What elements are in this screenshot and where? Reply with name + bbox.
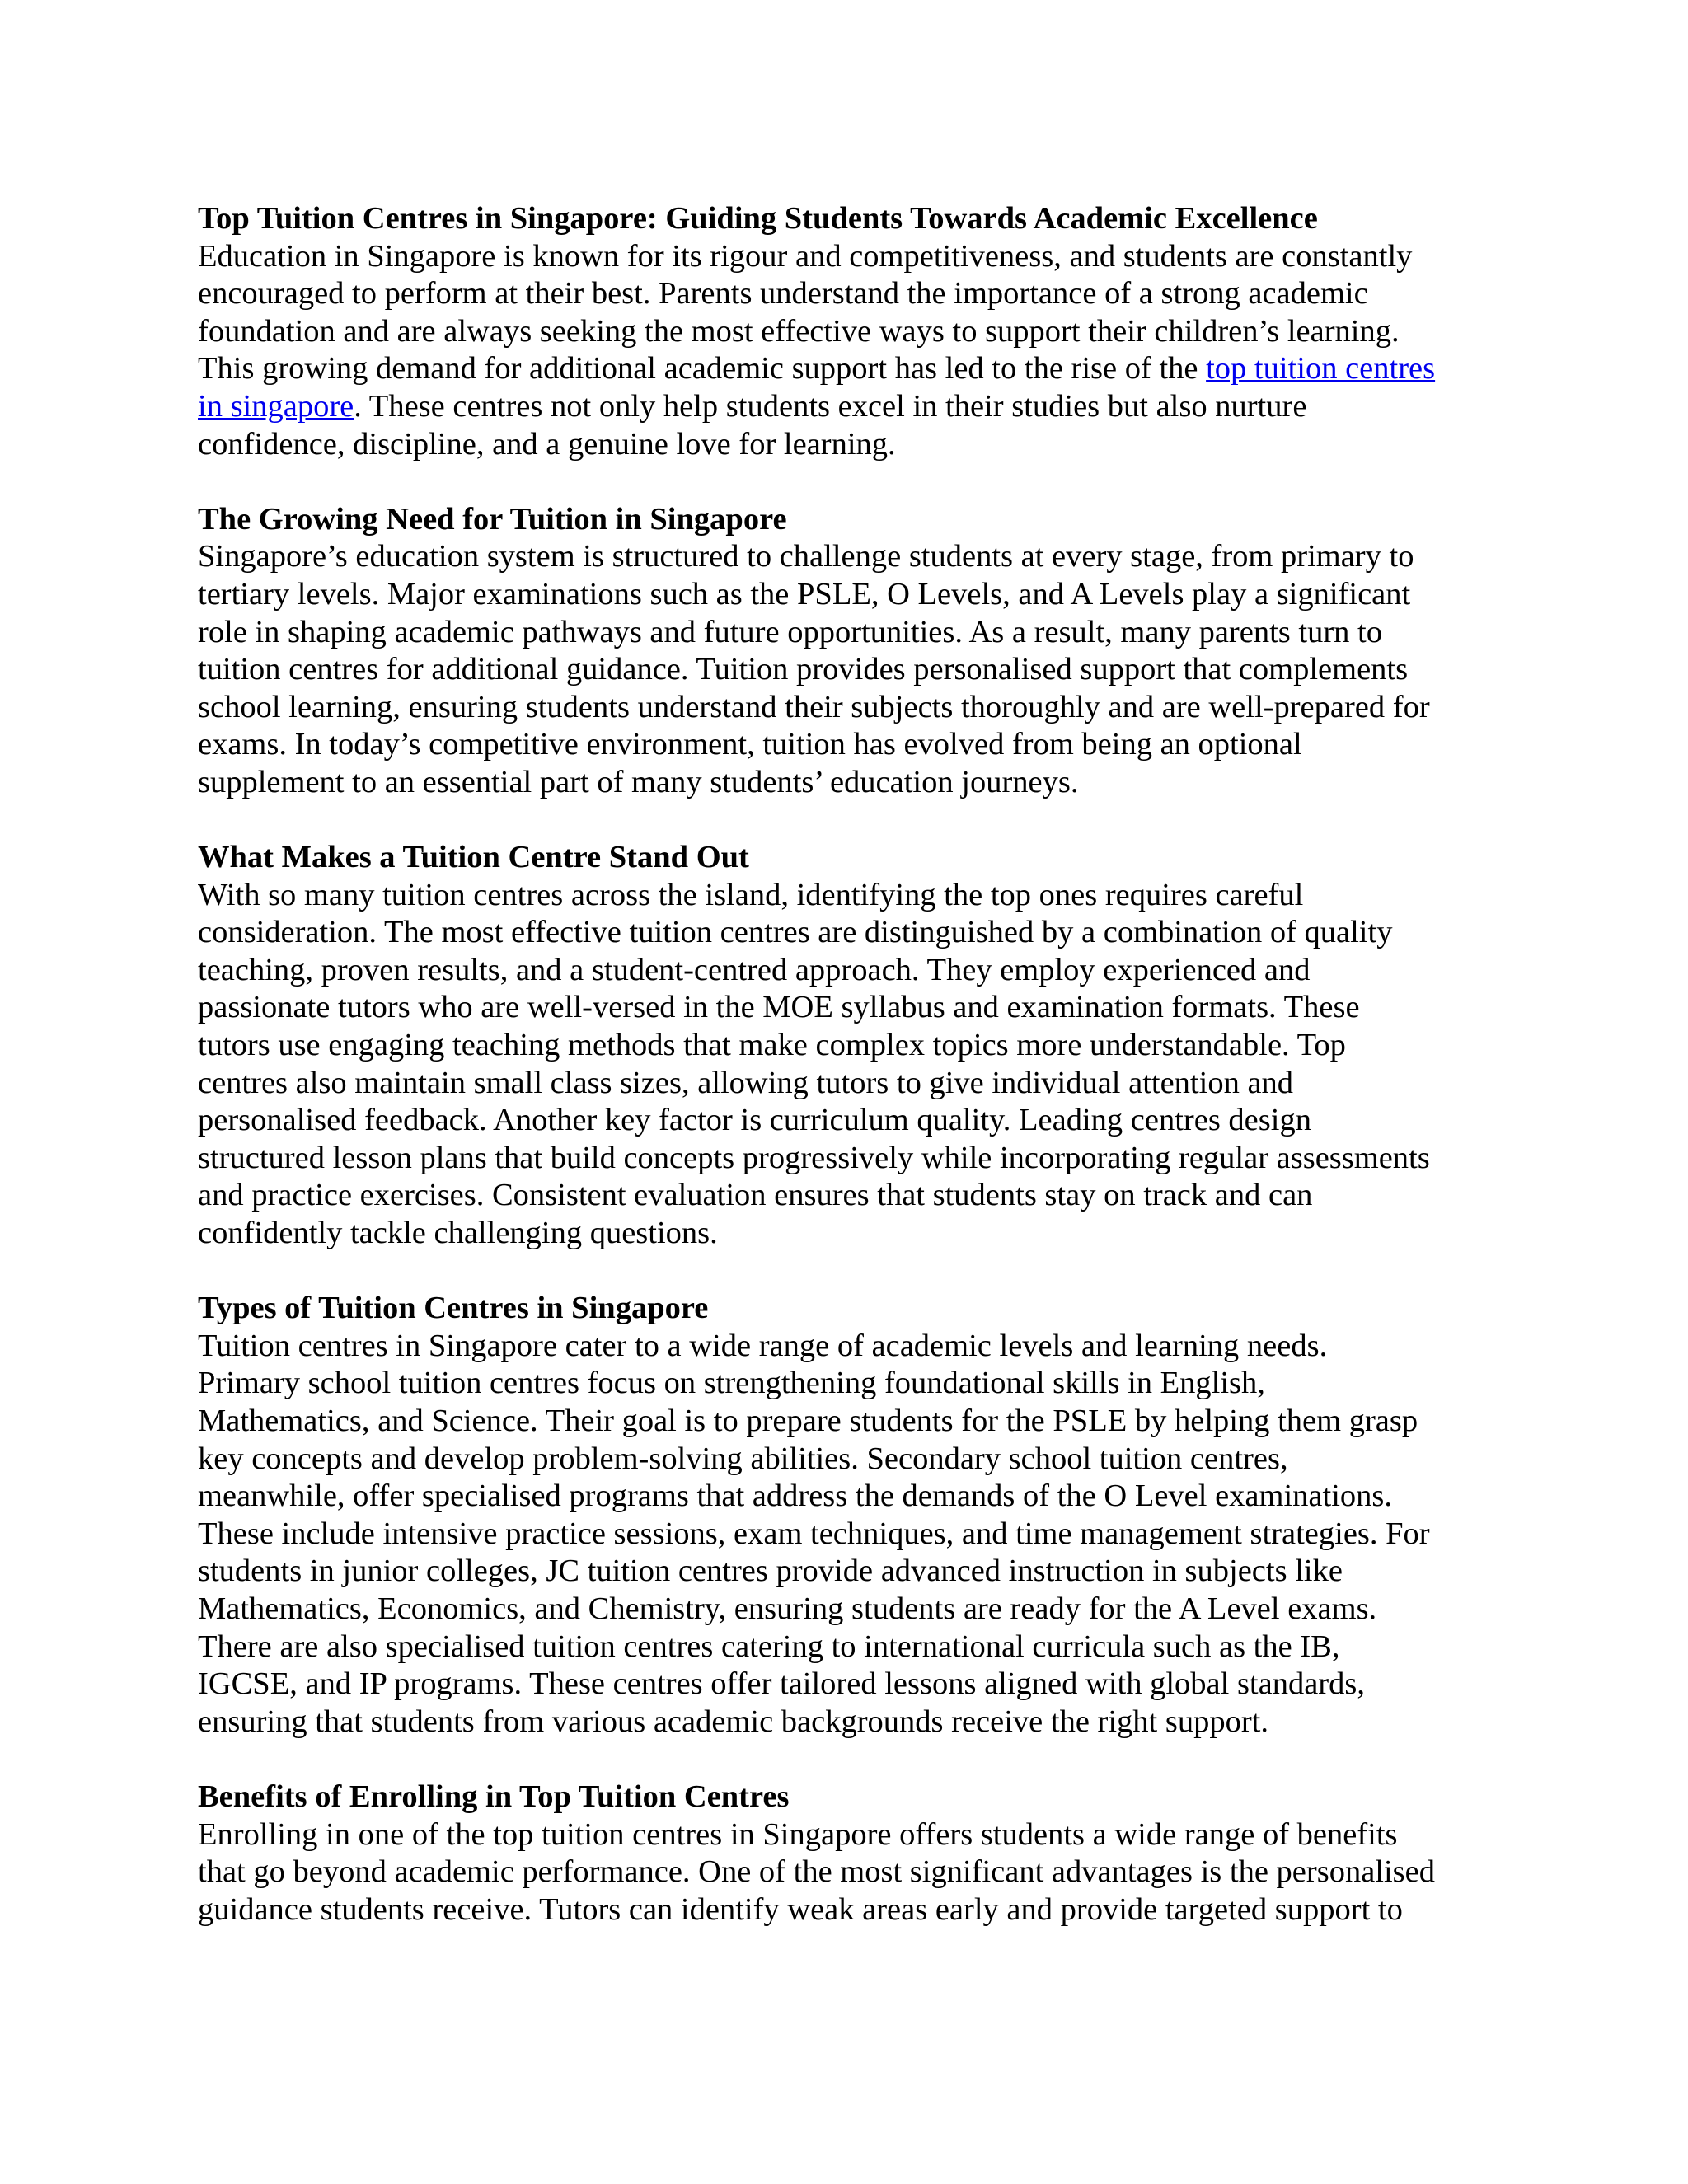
section-paragraph: Tuition centres in Singapore cater to a wide range of academic levels and learning needs. Primary school tuition centres focus on strengthening foundational skills in English, Mathematics, and Science. Their goal is to prepare students for the PSLE by helping them grasp key concepts and develop problem-solving abilities. Secondary school tuition centres, meanwhile, offer specialised programs that address the demands of the O Level examinations. These include intensive practice sessions, exam techniques, and time management strategies. For students in junior colleges, JC tuition centres provide advanced instruction in subjects like Mathematics, Economics, and Chemistry, ensuring students are ready for the A Level exams. There are also specialised tuition centres catering to international curricula such as the IB, IGCSE, and IP programs. These centres offer tailored lessons aligned with global standards, ensuring that students from various academic backgrounds receive the right support.	[198, 1328, 1430, 1739]
section-heading: Benefits of Enrolling in Top Tuition Centres	[198, 1779, 790, 1814]
intro-text-after-link: . These centres not only help students excel in their studies but also nurture confidence, discipline, and a genuine love for learning.	[198, 388, 1307, 462]
section-paragraph: Enrolling in one of the top tuition centres in Singapore offers students a wide range of benefits that go beyond academic performance. One of the most significant advantages is the personalised guidance students receive. Tutors can identify weak areas early and provide targeted support to	[198, 1816, 1435, 1927]
section-heading: What Makes a Tuition Centre Stand Out	[198, 840, 749, 875]
section-benefits	[198, 1779, 1492, 1929]
document-page	[198, 200, 1492, 1966]
section-intro	[198, 200, 1492, 463]
section-types	[198, 1290, 1492, 1741]
document-title: Top Tuition Centres in Singapore: Guiding Students Towards Academic Excellence	[198, 201, 1318, 236]
section-paragraph: Singapore’s education system is structured to challenge students at every stage, from primary to tertiary levels. Major examinations such as the PSLE, O Levels, and A Levels play a significant role in shaping academic pathways and future opportunities. As a result, many parents turn to tuition centres for additional guidance. Tuition provides personalised support that complements school learning, ensuring students understand their subjects thoroughly and are well-prepared for exams. In today’s competitive environment, tuition has evolved from being an optional supplement to an essential part of many students’ education journeys.	[198, 539, 1430, 799]
section-stand-out	[198, 839, 1492, 1253]
section-paragraph: With so many tuition centres across the island, identifying the top ones requires careful consideration. The most effective tuition centres are distinguished by a combination of quality teaching, proven results, and a student-centred approach. They employ experienced and passionate tutors who are well-versed in the MOE syllabus and examination formats. These tutors use engaging teaching methods that make complex topics more understandable. Top centres also maintain small class sizes, allowing tutors to give individual attention and personalised feedback. Another key factor is curriculum quality. Leading centres design structured lesson plans that build concepts progressively while incorporating regular assessments and practice exercises. Consistent evaluation ensures that students stay on track and can confidently tackle challenging questions.	[198, 877, 1430, 1251]
top-tuition-centres-link[interactable]: top tuition centres in singapore	[198, 351, 1436, 424]
section-heading: Types of Tuition Centres in Singapore	[198, 1291, 709, 1326]
intro-paragraph	[198, 238, 1492, 464]
section-heading: The Growing Need for Tuition in Singapore	[198, 501, 787, 537]
section-growing-need	[198, 501, 1492, 802]
intro-text-before-link: Education in Singapore is known for its rigour and competitiveness, and students are constantly encouraged to perform at their best. Parents understand the importance of a strong academic foundation and are always seeking the most effective ways to support their children’s learning. This growing demand for additional academic support has led to the rise of the	[198, 238, 1413, 387]
